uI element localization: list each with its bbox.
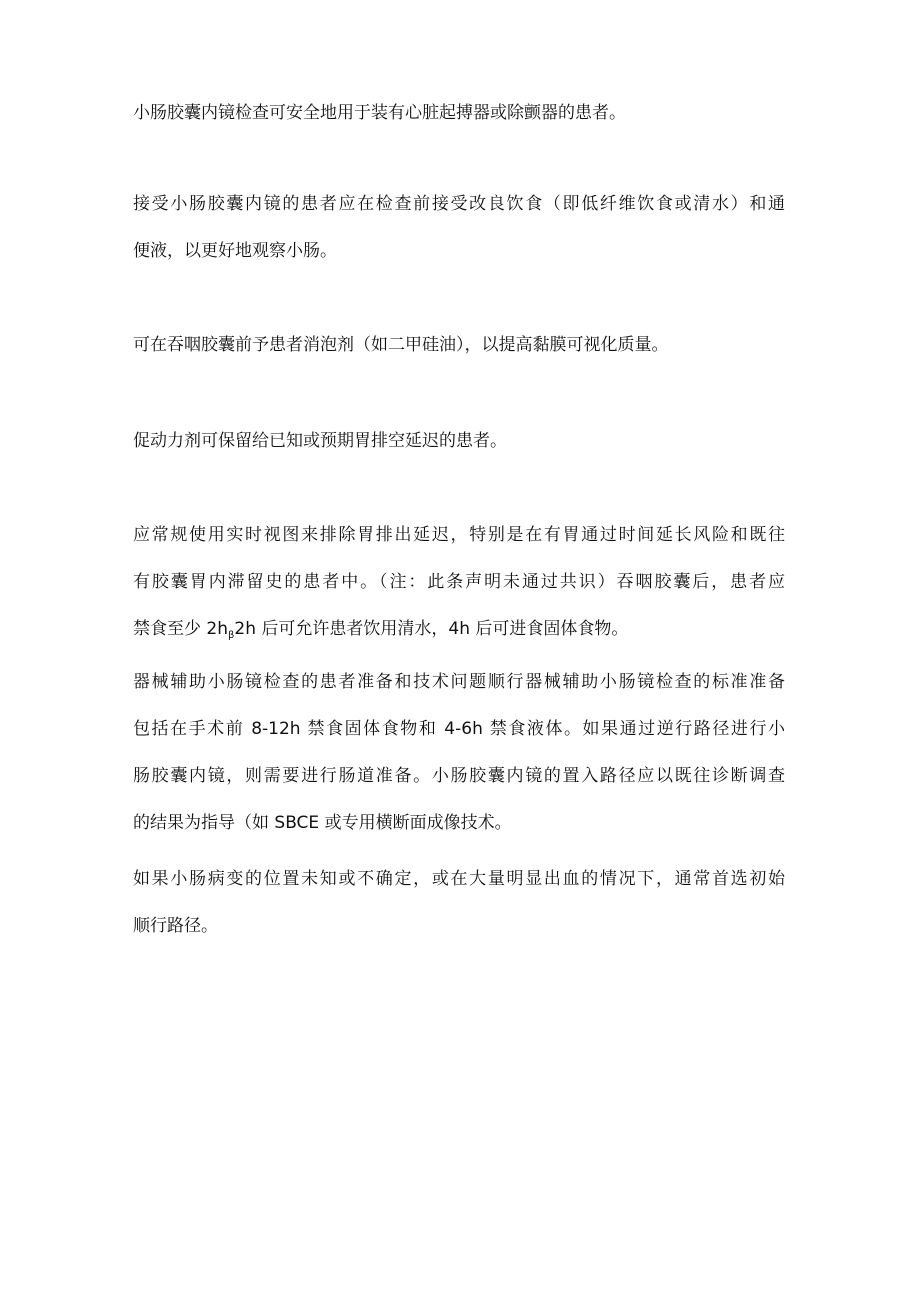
text-line: 器械辅助小肠镜检查的患者准备和技术问题顺行器械辅助小肠镜检查的标准准备 bbox=[133, 672, 785, 692]
paragraph-pacemaker bbox=[133, 90, 785, 137]
text-line: 有胶囊胃内滞留史的患者中。（注：此条声明未通过共识）吞咽胶囊后，患者应 bbox=[133, 572, 785, 592]
text-line: 肠胶囊内镜，则需要进行肠道准备。小肠胶囊内镜的置入路径应以既往诊断调查 bbox=[133, 766, 785, 786]
text-line: 便液，以更好地观察小肠。 bbox=[133, 241, 337, 261]
paragraph-device-assisted bbox=[133, 659, 785, 847]
paragraph-realtime-view bbox=[133, 512, 785, 653]
text-line: 促动力剂可保留给已知或预期胃排空延迟的患者。 bbox=[133, 431, 507, 451]
subscript-glyph: β bbox=[228, 630, 235, 641]
text-line bbox=[133, 606, 785, 653]
text-line: 应常规使用实时视图来排除胃排出延迟，特别是在有胃通过时间延长风险和既往 bbox=[133, 525, 785, 545]
text-line: 可在吞咽胶囊前予患者消泡剂（如二甲硅油），以提高黏膜可视化质量。 bbox=[133, 335, 669, 355]
paragraph-route-selection bbox=[133, 856, 785, 950]
text-line: 接受小肠胶囊内镜的患者应在检查前接受改良饮食（即低纤维饮食或清水）和通 bbox=[133, 194, 785, 214]
paragraph-prokinetic bbox=[133, 418, 785, 465]
text-line: 如果小肠病变的位置未知或不确定，或在大量明显出血的情况下，通常首选初始 bbox=[133, 869, 785, 889]
text-line: 包括在手术前 8-12h 禁食固体食物和 4-6h 禁食液体。如果通过逆行路径进行小 bbox=[133, 719, 785, 739]
text-line: 顺行路径。 bbox=[133, 916, 218, 936]
text-segment: 禁食至少 2h bbox=[133, 619, 228, 639]
text-line: 小肠胶囊内镜检查可安全地用于装有心脏起搏器或除颤器的患者。 bbox=[133, 103, 626, 123]
text-line: 的结果为指导（如 SBCE 或专用横断面成像技术。 bbox=[133, 813, 512, 833]
text-segment: 2h 后可允许患者饮用清水，4h 后可进食固体食物。 bbox=[234, 619, 629, 639]
paragraph-diet-prep bbox=[133, 181, 785, 275]
paragraph-defoaming bbox=[133, 322, 785, 369]
